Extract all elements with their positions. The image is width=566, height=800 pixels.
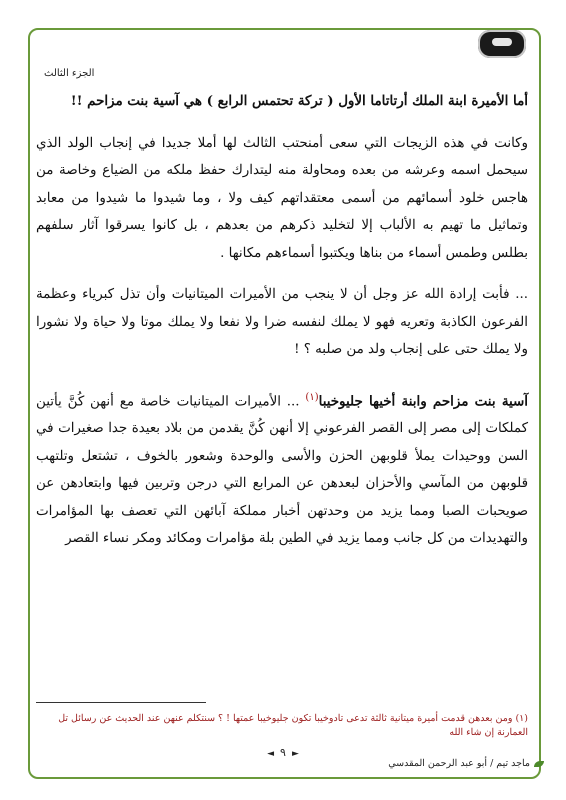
paragraph-4 — [36, 384, 528, 553]
author-credit — [388, 758, 544, 769]
author-name: ماجد تيم / أبو عبد الرحمن المقدسي — [388, 758, 530, 769]
next-page-icon[interactable]: ► — [291, 749, 299, 759]
paragraph-2: وكانت في هذه الزيجات التي سعى أمنحتب الثالث لها أملا جديدا في إنجاب الولد الذي سيحمل اسمه وعرشه من بعده ومحاولة منه ليتدارك حفظ ملكه من الضياع وخاصة من هاجس خلود أسمائهم من أسمى معتقداتهم كيف ولا ، وما شيدوا ما شيدوا من معابد وتماثيل ما تهيم به الألباب إلا لتخليد ذكرهم من بعدهم ، بل كانوا يسرقوا آثار سلفهم بطلس وطمس أسماء من بناها ويكتبوا أسماءهم مكانها . — [36, 135, 528, 261]
prev-page-icon[interactable]: ◄ — [267, 749, 275, 759]
leaf-icon — [534, 761, 544, 767]
paragraph-1: أما الأميرة ابنة الملك أرتاتاما الأول ( تركة تحتمس الرابع ) هي آسية بنت مزاحم !! — [70, 93, 528, 109]
page-number: ٩ — [280, 746, 286, 759]
part-label: الجزء الثالث — [44, 68, 95, 79]
main-content — [36, 88, 528, 553]
footnote-separator — [36, 702, 206, 703]
paragraph-4-text: ... الأميرات الميتانيات خاصة مع أنهن كُنَّ يأتين كملكات إلى مصر إلى القصر الفرعوني إلا أنهن كُنَّ يقدمن من بلاد بعيدة جدا صغيرات في السن ووحيدات يملأ قلوبهن الحزن والأسى والوحدة وشعور بالخوف ، تشتعل وتلتهب قلوبهن من المآسي والأحزان لبعدهن عن المرابع التي درجن وتربين فيها وابتعادهن عن صويحبات الصبا ومما يزيد من وحدتهن أخبار مملكة آبائهن التي تعصف بها المؤامرات والتهديدات من كل جانب ومما يزيد في الطين بلة مؤامرات ومكائد ومكر نساء القصر — [36, 393, 528, 547]
section-heading: آسية بنت مزاحم وابنة أخيها جليوخيبا — [318, 392, 528, 409]
footnote: (١) ومن بعدهن قدمت أميرة ميتانية ثالثة تدعى تادوخيبا تكون جليوخيبا عمتها ! ؟ سنتكلم عنهن عند الحديث عن رسائل تل العمارنة إن شاء الله — [58, 713, 528, 738]
paragraph-3: ... فأبت إرادة الله عز وجل أن لا ينجب من الأميرات الميتانيات وأن تذل كبرياء وعظمة الفرعون الكاذبة وتعريه فهو لا يملك لنفسه ضرا ولا نفعا ولا يملك موتا ولا حياة ولا نشورا ولا يملك حتى على إنجاب ولد من صلبه ؟ ! — [36, 287, 528, 357]
footnote-reference[interactable]: (١) — [305, 391, 319, 403]
site-logo — [478, 30, 526, 58]
